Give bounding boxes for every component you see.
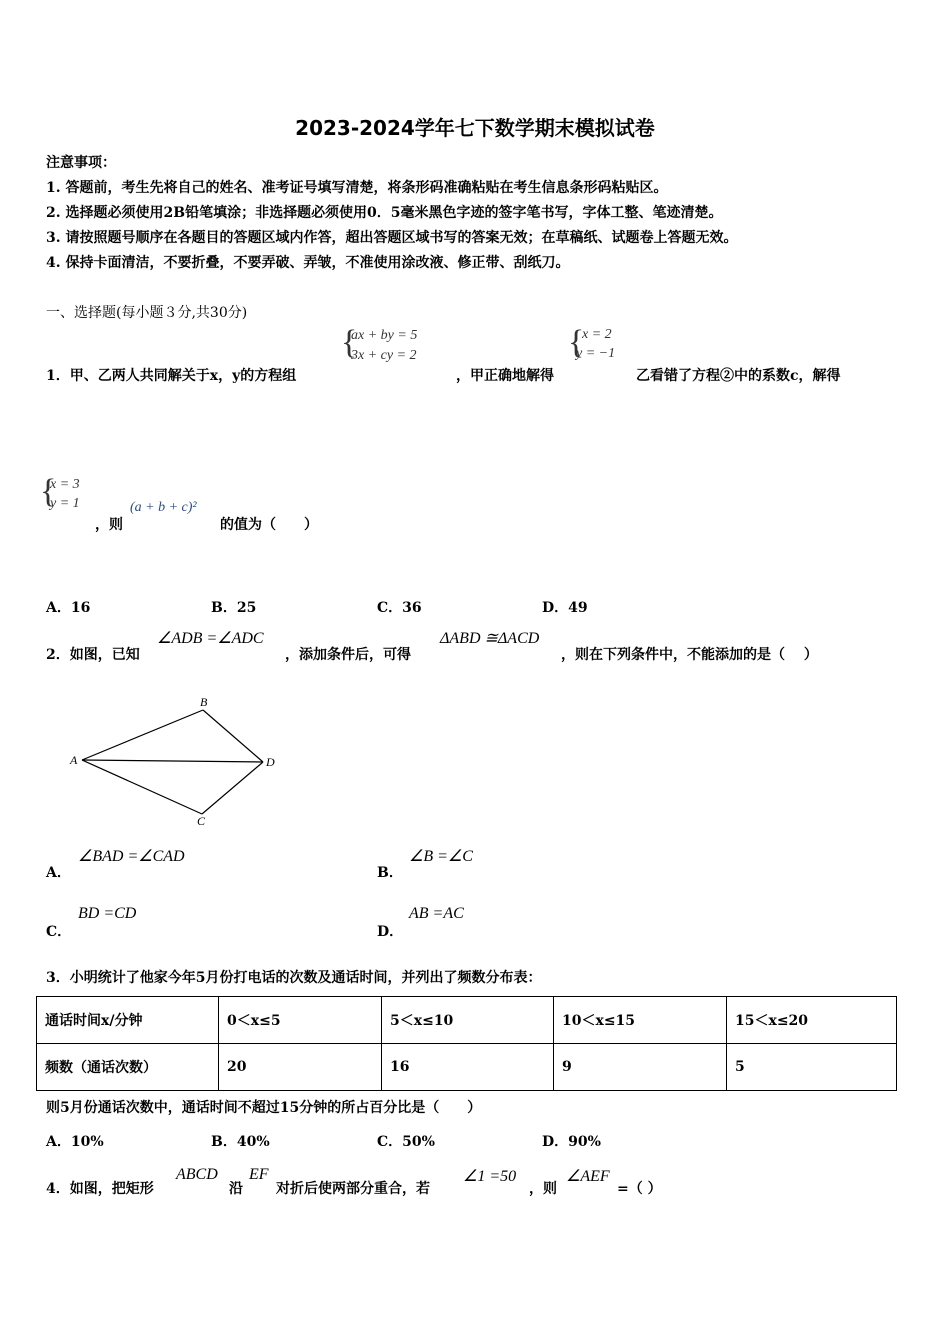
segment-cd [202,762,263,814]
q4-rectangle: ABCD [176,1166,218,1183]
segment-bd [203,710,263,762]
q1-expression: (a + b + c)² [130,500,197,515]
table-cell: 通话时间x/分钟 [37,997,219,1044]
segment-ad [82,760,263,762]
segment-ac [82,760,202,814]
q1-stem-part4: ，则 [95,517,123,533]
table-row [37,997,897,1044]
q1-sol1-brace: { [568,324,585,361]
q2-option-c-expr: BD =CD [78,905,137,922]
notice-item-3: 3. 请按照题号顺序在各题目的答题区域内作答，超出答题区域书写的答案无效；在草稿纸、试题卷上答题无效。 [46,230,738,246]
q2-option-a-label: A． [46,865,71,881]
q2-congruence: ΔABD ≅ΔACD [440,630,540,647]
notice-item-2: 2. 选择题必须使用2B铅笔填涂；非选择题必须使用0．5毫米黑色字迹的签字笔书写，字体工整、笔迹清楚。 [46,205,723,221]
q1-option-d: D．49 [542,600,588,616]
vertex-label-a: A [70,753,78,767]
q1-option-b: B．25 [211,600,257,616]
q2-option-b-label: B． [377,865,403,881]
q3-option-b: B．40% [211,1134,270,1150]
vertex-label-c: C [197,814,206,828]
table-cell: 频数（通话次数） [37,1044,219,1091]
q2-option-c-label: C． [46,924,72,940]
q1-option-a: A．16 [46,600,91,616]
q4-stem-part4: ，则 [529,1181,557,1197]
q4-stem-part3: 对折后使两部分重合，若 [276,1181,430,1197]
q4-stem-part2: 沿 [229,1181,243,1197]
q4-target-angle: ∠AEF [566,1168,610,1185]
q2-quadrilateral-figure [60,690,290,830]
q1-stem-part3: 乙看错了方程②中的系数c，解得 [636,368,841,384]
section-heading: 一、选择题(每小题３分,共30分) [46,305,248,321]
table-cell: 9 [554,1044,727,1091]
q1-sol1-x: x = 2 [582,327,612,342]
q1-stem-part5: 的值为（ ） [220,517,318,533]
q3-stem: 3．小明统计了他家今年5月份打电话的次数及通话时间，并列出了频数分布表： [46,970,542,986]
vertex-label-d: D [266,755,275,769]
table-cell: 20 [219,1044,382,1091]
q3-question: 则5月份通话次数中，通话时间不超过15分钟的所占百分比是（ ） [46,1100,482,1116]
table-cell: 0＜x≤5 [219,997,382,1044]
q3-option-c: C．50% [377,1134,435,1150]
q4-stem-part1: 4．如图，把矩形 [46,1181,154,1197]
q3-option-d: D．90% [542,1134,601,1150]
q2-stem-part2: ，添加条件后，可得 [285,647,411,663]
q2-stem-part1: 2．如图，已知 [46,647,140,663]
table-cell: 16 [382,1044,554,1091]
q2-option-d-label: D． [377,924,404,940]
notice-item-4: 4. 保持卡面清洁，不要折叠，不要弄破、弄皱，不准使用涂改液、修正带、刮纸刀。 [46,255,570,271]
table-cell: 15＜x≤20 [727,997,897,1044]
q3-option-a: A．10% [46,1134,104,1150]
q1-system-brace: { [341,324,358,361]
q1-stem-part2: ，甲正确地解得 [456,368,554,384]
q2-option-a-expr: ∠BAD =∠CAD [78,848,185,865]
q1-option-c: C．36 [377,600,422,616]
table-cell: 5＜x≤10 [382,997,554,1044]
q2-option-d-expr: AB =AC [409,905,464,922]
segment-ab [82,710,203,760]
q1-system-eq1: ax + by = 5 [351,328,418,343]
frequency-table [36,996,897,1091]
vertex-label-b: B [200,695,208,709]
q2-option-b-expr: ∠B =∠C [409,848,473,865]
q4-stem-part5: =（ ） [617,1181,662,1197]
q1-sol1-y: y = −1 [576,346,616,361]
q1-stem-part1: 1．甲、乙两人共同解关于x，y的方程组 [46,368,297,384]
table-cell: 5 [727,1044,897,1091]
table-cell: 10＜x≤15 [554,997,727,1044]
q2-stem-part3: ，则在下列条件中，不能添加的是（ ） [561,647,818,663]
q4-fold-line: EF [249,1166,269,1183]
notice-item-1: 1. 答题前，考生先将自己的姓名、准考证号填写清楚，将条形码准确粘贴在考生信息条形码粘贴区。 [46,180,668,196]
table-row [37,1044,897,1091]
notice-heading: 注意事项： [46,155,116,171]
q1-sol2-brace: { [40,473,57,510]
q1-sol2-y: y = 1 [50,496,80,511]
q4-angle-1: ∠1 =50 [463,1168,517,1185]
page-title: 2023-2024学年七下数学期末模拟试卷 [295,116,655,140]
q1-system-eq2: 3x + cy = 2 [351,348,417,363]
q1-sol2-x: x = 3 [50,477,80,492]
q2-condition: ∠ADB =∠ADC [157,630,264,647]
